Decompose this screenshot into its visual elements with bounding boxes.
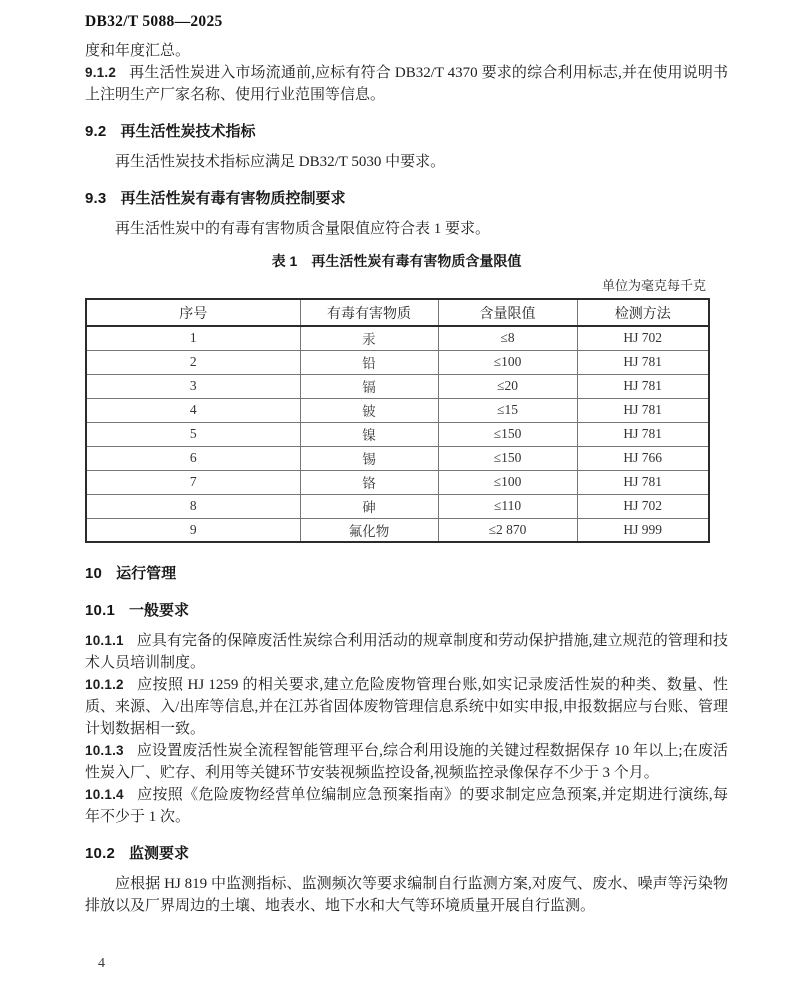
table-cell: 6: [86, 446, 300, 470]
toxic-substance-limits-table: [85, 298, 710, 543]
table-cell: ≤2 870: [438, 518, 577, 542]
table-cell: HJ 781: [577, 470, 709, 494]
table-cell: 8: [86, 494, 300, 518]
table-cell: 镉: [300, 374, 438, 398]
table-cell: 汞: [300, 326, 438, 350]
table-row: [86, 494, 709, 518]
table-row: [86, 398, 709, 422]
table-row: [86, 518, 709, 542]
table-cell: ≤100: [438, 470, 577, 494]
body-paragraph: [85, 218, 728, 240]
paragraph-text: 应具有完备的保障废活性炭综合利用活动的规章制度和劳动保护措施,建立规范的管理和技术人员培训制度。: [85, 633, 728, 671]
section-heading-text: 监测要求: [129, 845, 190, 862]
table-header-cell: 含量限值: [438, 299, 577, 326]
table-cell: HJ 781: [577, 350, 709, 374]
table-cell: 镍: [300, 422, 438, 446]
table-cell: 2: [86, 350, 300, 374]
body-paragraph: [85, 873, 728, 917]
table-cell: ≤150: [438, 422, 577, 446]
table-row: [86, 326, 709, 350]
table-header-cell: 有毒有害物质: [300, 299, 438, 326]
section-after-table: [85, 563, 728, 917]
table-cell: HJ 702: [577, 326, 709, 350]
section-heading: [85, 188, 728, 210]
table-header-row: [86, 299, 709, 326]
section-heading-text: 一般要求: [129, 602, 190, 619]
table-header-cell: 序号: [86, 299, 300, 326]
page-number: 4: [98, 956, 105, 971]
table-cell: HJ 702: [577, 494, 709, 518]
table-cell: ≤15: [438, 398, 577, 422]
table-cell: HJ 781: [577, 398, 709, 422]
table-cell: ≤8: [438, 326, 577, 350]
table-cell: 7: [86, 470, 300, 494]
table-cell: HJ 781: [577, 374, 709, 398]
document-content: [85, 34, 728, 917]
paragraph-text: 应按照 HJ 1259 的相关要求,建立危险废物管理台账,如实记录废活性炭的种类、数量、性质、来源、入/出库等信息,并在江苏省固体废物管理信息系统中如实申报,申报数据应与台账、管理计划数据相一致。: [85, 677, 728, 737]
section-number: 10: [85, 565, 103, 582]
section-heading-text: 再生活性炭有毒有害物质控制要求: [120, 190, 346, 207]
clause-paragraph: [85, 740, 728, 784]
paragraph-text: 应按照《危险废物经营单位编制应急预案指南》的要求制定应急预案,并定期进行演练,每年不少于 1 次。: [85, 787, 728, 825]
table-cell: ≤110: [438, 494, 577, 518]
table-cell: 锡: [300, 446, 438, 470]
table-cell: 1: [86, 326, 300, 350]
section-heading: [85, 563, 728, 585]
table-cell: 铬: [300, 470, 438, 494]
table-cell: ≤150: [438, 446, 577, 470]
section-heading: [85, 121, 728, 143]
section-heading-text: 运行管理: [116, 565, 177, 582]
paragraph-text: 度和年度汇总。: [85, 43, 191, 59]
table-cell: ≤20: [438, 374, 577, 398]
table-row: [86, 470, 709, 494]
paragraph-text: 再生活性炭技术指标应满足 DB32/T 5030 中要求。: [115, 154, 446, 170]
table-cell: 氟化物: [300, 518, 438, 542]
table-header-cell: 检测方法: [577, 299, 709, 326]
section-heading-text: 再生活性炭技术指标: [120, 123, 256, 140]
table-unit-note: 单位为毫克每千克: [601, 278, 706, 293]
paragraph-text: 再生活性炭进入市场流通前,应标有符合 DB32/T 4370 要求的综合利用标志,并在使用说明书上注明生产厂家名称、使用行业范围等信息。: [85, 65, 728, 103]
table-row: [86, 374, 709, 398]
table-cell: 5: [86, 422, 300, 446]
paragraph-text: 应设置废活性炭全流程智能管理平台,综合利用设施的关键过程数据保存 10 年以上;在废活性炭入厂、贮存、利用等关键环节安装视频监控设备,视频监控录像保存不少于 3 个月。: [85, 743, 728, 781]
table-cell: 铅: [300, 350, 438, 374]
table-cell: 3: [86, 374, 300, 398]
clause-paragraph: [85, 674, 728, 740]
body-paragraph: [85, 151, 728, 173]
paragraph-text: 应根据 HJ 819 中监测指标、监测频次等要求编制自行监测方案,对废气、废水、噪声等污染物排放以及厂界周边的土壤、地表水、地下水和大气等环境质量开展自行监测。: [85, 876, 728, 914]
section-heading: [85, 843, 728, 865]
section-number: 10.1: [85, 602, 115, 619]
table-row: [86, 422, 709, 446]
table-row: [86, 446, 709, 470]
section-number: 10.2: [85, 845, 115, 862]
table-cell: HJ 781: [577, 422, 709, 446]
table-cell: HJ 766: [577, 446, 709, 470]
document-standard-code: DB32/T 5088—2025: [85, 13, 223, 30]
table-title: [85, 250, 708, 272]
table-cell: 9: [86, 518, 300, 542]
paragraph-text: 再生活性炭中的有毒有害物质含量限值应符合表 1 要求。: [115, 221, 491, 237]
clause-paragraph: [85, 630, 728, 674]
table-number-label: 表 1: [271, 253, 298, 269]
clause-number: 9.1.2: [85, 65, 117, 80]
table-block: [85, 250, 708, 543]
section-number: 9.2: [85, 123, 107, 140]
table-cell: ≤100: [438, 350, 577, 374]
clause-number: 10.1.3: [85, 743, 124, 758]
section-number: 9.3: [85, 190, 107, 207]
table-cell: HJ 999: [577, 518, 709, 542]
clause-number: 10.1.2: [85, 677, 124, 692]
section-heading: [85, 600, 728, 622]
clause-paragraph: [85, 62, 728, 106]
table-cell: 4: [86, 398, 300, 422]
clause-number: 10.1.4: [85, 787, 124, 802]
clause-number: 10.1.1: [85, 633, 124, 648]
table-cell: 铍: [300, 398, 438, 422]
table-cell: 砷: [300, 494, 438, 518]
section-before-table: [85, 40, 728, 240]
clause-paragraph: [85, 784, 728, 828]
table-title-text: 再生活性炭有毒有害物质含量限值: [311, 253, 522, 269]
table-row: [86, 350, 709, 374]
body-paragraph: [85, 40, 728, 62]
